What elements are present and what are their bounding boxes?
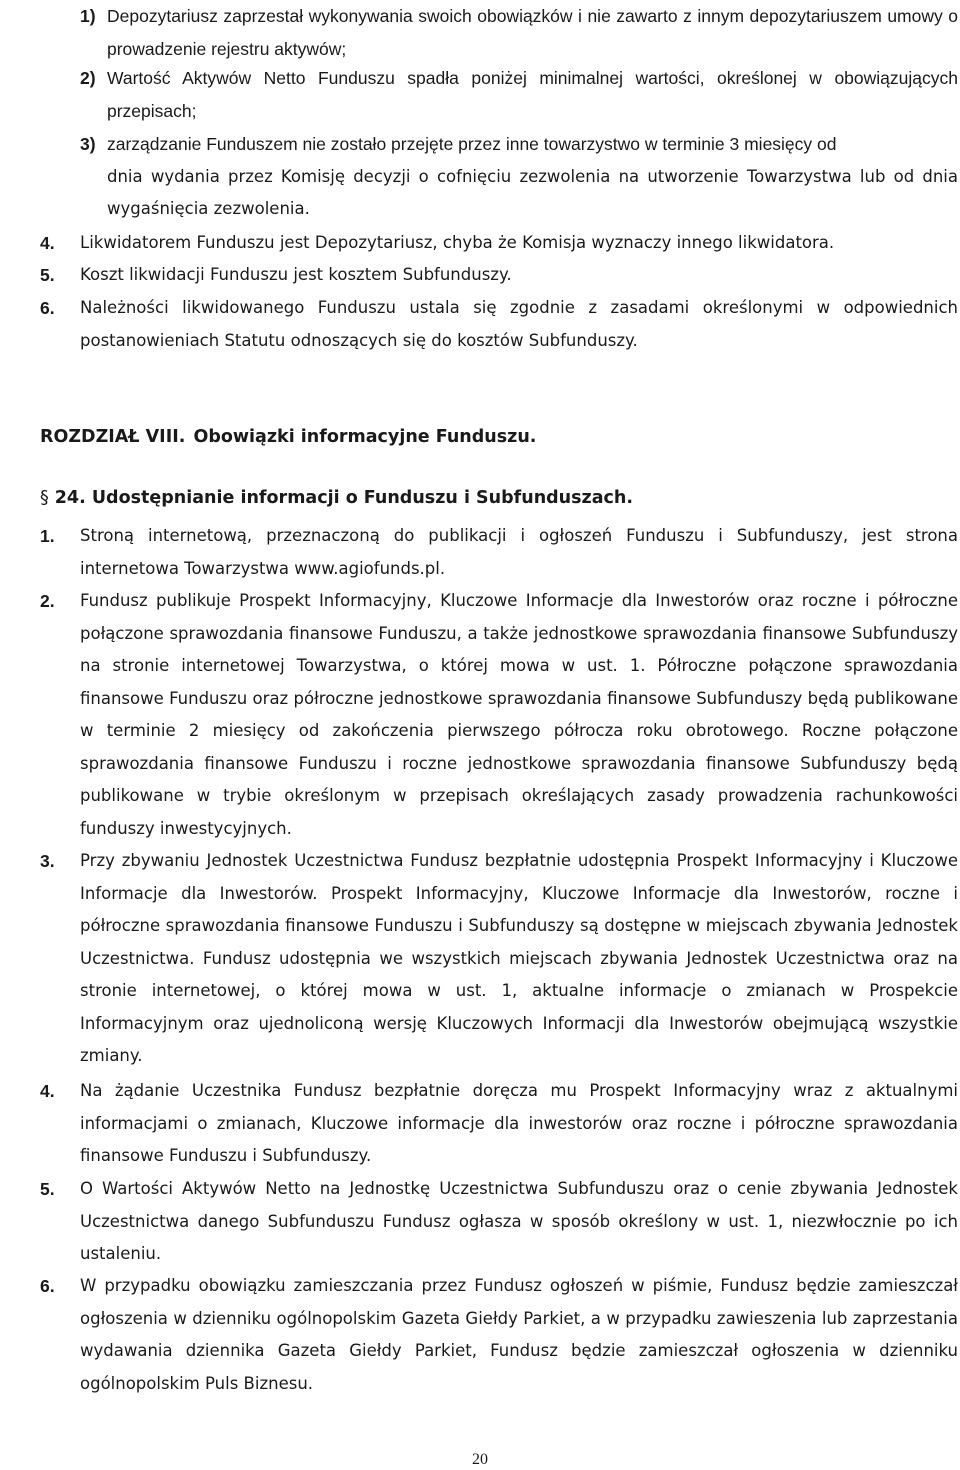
item-text: Przy zbywaniu Jednostek Uczestnictwa Fundusz bezpłatnie udostępnia Prospekt Informacyjny i Kluczowe Informacje dla Inwestorów. Prospekt Informacyjny, Kluczowe Informacje dla Inwestorów, roczne i półroczne sprawozdania finansowe Funduszu i Subfunduszy są dostępne w miejscach zbywania Jednostek Uczestnictwa. Fundusz udostępnia we wszystkich miejscach zbywania Jednostek Uczestnictwa oraz na stronie internetowej, o której mowa w ust. 1, aktualne informacje o zmianach w Prospekcie Informacyjnym oraz ujednoliconą wersję Kluczowych Informacji dla Inwestorów obejmującą wszystkie zmiany. [80,851,958,1065]
item-text: Fundusz publikuje Prospekt Informacyjny, Kluczowe Informacje dla Inwestorów oraz roczne i półroczne połączone sprawozdania finansowe Funduszu, a także jednostkowe sprawozdania finansowe Subfunduszy na stronie internetowej Towarzystwa, o której mowa w ust. 1. Półroczne połączone sprawozdania finansowe Funduszu oraz półroczne jednostkowe sprawozdania finansowe Subfunduszy będą publikowane w terminie 2 miesięcy od zakończenia pierwszego półrocza roku obrotowego. Roczne połączone sprawozdania finansowe Funduszu i roczne jednostkowe sprawozdania finansowe Subfunduszy będą publikowane w trybie określonym w przepisach określających zasady prowadzenia rachunkowości funduszy inwestycyjnych. [80,591,958,838]
list-item [40,259,958,292]
item-number: 6. [40,298,55,318]
item-number: 1. [40,526,55,546]
list-item [40,520,958,585]
list-item [40,227,958,260]
item-number: 3) [80,134,96,154]
item-number: 6. [40,1276,55,1296]
section-title: 24. Udostępnianie informacji o Funduszu i Subfunduszach. [54,488,634,508]
list-item [40,292,958,357]
chapter-heading [40,424,536,450]
list-item [40,1173,958,1271]
item-number: 4. [40,233,55,253]
item-number: 2) [80,68,96,88]
list-item [80,62,958,127]
list-item [40,1075,958,1173]
item-text: Wartość Aktywów Netto Funduszu spadła poniżej minimalnej wartości, określonej w obowiązujących przepisach; [107,68,958,121]
item-text: W przypadku obowiązku zamieszczania przez Fundusz ogłoszeń w piśmie, Fundusz będzie zamieszczał ogłoszenia w dzienniku ogólnopolskim Gazeta Giełdy Parkiet, a w przypadku zawieszenia lub zaprzestania wydawania dziennika Gazeta Giełdy Parkiet, Fundusz będzie zamieszczał ogłoszenia w dzienniku ogólnopolskim Puls Biznesu. [80,1276,958,1393]
item-text: Należności likwidowanego Funduszu ustala się zgodnie z zasadami określonymi w odpowiednich postanowieniach Statutu odnoszących się do kosztów Subfunduszy. [80,298,958,350]
item-text: Stroną internetową, przeznaczoną do publikacji i ogłoszeń Funduszu i Subfunduszy, jest strona internetowa Towarzystwa www.agiofunds.pl. [80,526,958,578]
item-text: O Wartości Aktywów Netto na Jednostkę Uczestnictwa Subfunduszu oraz o cenie zbywania Jednostek Uczestnictwa danego Subfunduszu Fundusz ogłasza w sposób określony w ust. 1, niezwłocznie po ich ustaleniu. [80,1179,958,1263]
item-number: 5. [40,1179,55,1199]
item-text-first-line: zarządzanie Funduszem nie zostało przejęte przez inne towarzystwo w terminie 3 miesięcy od [107,134,837,154]
item-number: 1) [80,6,96,26]
item-text: Koszt likwidacji Funduszu jest kosztem Subfunduszy. [80,265,512,284]
item-number: 5. [40,265,55,285]
list-item [40,845,958,1073]
item-number: 4. [40,1081,55,1101]
item-number: 2. [40,591,55,611]
section-symbol: § [40,488,49,508]
page-number: 20 [472,1451,488,1468]
section-heading [40,485,633,511]
item-text: Likwidatorem Funduszu jest Depozytariusz, chyba że Komisja wyznaczy innego likwidatora. [80,233,835,252]
list-item [80,128,958,226]
item-text: Na żądanie Uczestnika Fundusz bezpłatnie doręcza mu Prospekt Informacyjny wraz z aktualnymi informacjami o zmianach, Kluczowe informacje dla inwestorów oraz roczne i półroczne sprawozdania finansowe Funduszu i Subfunduszy. [80,1081,958,1165]
chapter-title: Obowiązki informacyjne Funduszu. [193,427,537,447]
item-text: dnia wydania przez Komisję decyzji o cofnięciu zezwolenia na utworzenie Towarzystwa lub od dnia wygaśnięcia zezwolenia. [107,166,958,218]
list-item [40,585,958,845]
list-item [80,0,958,65]
chapter-label: ROZDZIAŁ VIII. [40,427,186,447]
item-number: 3. [40,851,55,871]
item-text: Depozytariusz zaprzestał wykonywania swoich obowiązków i nie zawarto z innym depozytariuszem umowy o prowadzenie rejestru aktywów; [107,6,958,59]
list-item [40,1270,958,1400]
